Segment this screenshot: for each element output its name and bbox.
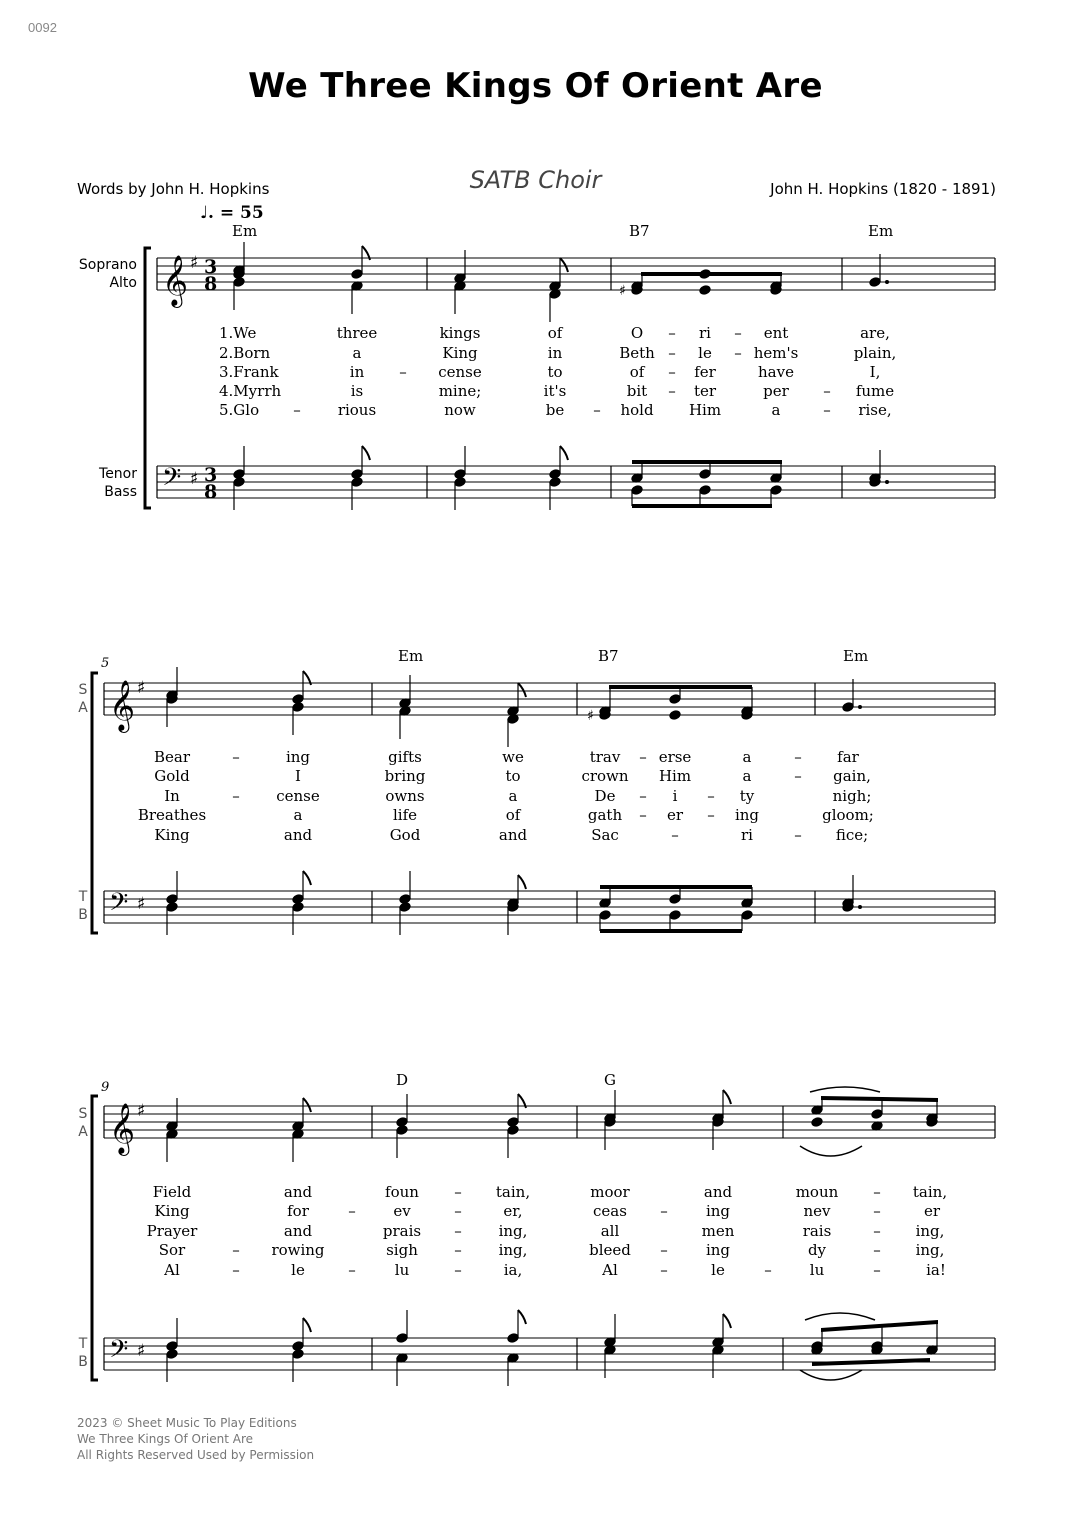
lyric-syllable: King [442, 344, 478, 362]
note-head [599, 910, 611, 921]
lyric-syllable: prais [382, 1222, 422, 1240]
part-label-b: B [78, 1354, 88, 1370]
note-head [292, 1349, 304, 1360]
lyric-syllable: far [837, 748, 859, 766]
lyric-hyphen: – [668, 382, 676, 400]
note-flag [723, 1314, 731, 1328]
lyrics-block [138, 748, 874, 844]
lyric-line-verse-3 [219, 363, 880, 381]
lyric-hyphen: – [823, 382, 831, 400]
lyric-syllable: bring [384, 767, 426, 785]
lyric-hyphen: – [232, 1241, 240, 1259]
lyric-line-verse-4 [219, 382, 894, 400]
lyric-syllable: Him [658, 767, 692, 785]
footer-title: We Three Kings Of Orient Are [77, 1432, 254, 1446]
lyric-hyphen: – [660, 1261, 668, 1279]
part-label-tenor: Tenor [99, 466, 137, 482]
note-beam [632, 460, 782, 464]
lyric-syllable: and [703, 1183, 733, 1201]
chord-symbol: Em [398, 647, 424, 665]
lyric-syllable: De [594, 787, 616, 805]
lyric-syllable: be [545, 401, 565, 419]
lyric-syllable: le [711, 1261, 725, 1279]
lyric-syllable: moun [795, 1183, 839, 1201]
slur [800, 1370, 862, 1380]
lyric-syllable: cense [276, 787, 320, 805]
lyric-syllable: of [629, 363, 645, 381]
lyric-hyphen: – [293, 401, 301, 419]
lyric-hyphen: – [873, 1261, 881, 1279]
treble-staff [104, 667, 995, 747]
lyric-syllable: O [630, 324, 644, 342]
time-signature-numerator: 3 [204, 256, 218, 278]
lyric-syllable: In [164, 787, 180, 805]
lyric-syllable: 1.We [219, 324, 257, 342]
lyric-syllable: Beth [619, 344, 655, 362]
lyric-syllable: to [547, 363, 563, 381]
lyric-hyphen: – [794, 767, 802, 785]
lyric-syllable: plain, [853, 344, 897, 362]
lyric-hyphen: – [734, 344, 742, 362]
lyric-line-verse-3 [147, 1222, 945, 1240]
note-head [166, 902, 178, 913]
lyric-syllable: hem's [753, 344, 799, 362]
lyric-line-verse-1 [219, 324, 890, 342]
note-flag [560, 258, 568, 272]
note-head [699, 285, 711, 296]
lyric-syllable: ent [763, 324, 789, 342]
note-head [669, 710, 681, 721]
lyric-hyphen: – [232, 787, 240, 805]
lyric-syllable: men [701, 1222, 735, 1240]
lyric-syllable: ing [705, 1241, 731, 1259]
lyric-hyphen: – [873, 1241, 881, 1259]
lyric-syllable: owns [385, 787, 425, 805]
note-flag [518, 875, 526, 889]
lyric-syllable: Him [688, 401, 722, 419]
lyric-syllable: of [505, 806, 521, 824]
bass-staff [104, 1310, 995, 1386]
part-label-t: T [78, 889, 88, 905]
lyric-syllable: fice; [835, 826, 869, 844]
system-1 [79, 222, 995, 510]
lyric-syllable: le [291, 1261, 305, 1279]
lyric-line-verse-1 [154, 748, 860, 766]
lyric-hyphen: – [764, 1261, 772, 1279]
lyric-hyphen: – [639, 748, 647, 766]
lyric-syllable: Sor [158, 1241, 186, 1259]
bass-clef-icon: 𝄢 [162, 463, 182, 498]
lyric-syllable: for [287, 1202, 309, 1220]
augmentation-dot [885, 280, 889, 284]
chord-symbol: Em [868, 222, 894, 240]
lyric-syllable: rise, [858, 401, 892, 419]
lyric-syllable: er [923, 1202, 941, 1220]
lyric-syllable: ter [693, 382, 717, 400]
note-beam [600, 929, 742, 933]
note-flag [723, 1090, 731, 1104]
augmentation-dot [885, 480, 889, 484]
lyric-syllable: 2.Born [219, 344, 271, 362]
lyric-syllable: Prayer [146, 1222, 198, 1240]
treble-clef-icon: 𝄞 [109, 680, 136, 731]
lyric-hyphen: – [454, 1261, 462, 1279]
lyric-syllable: nigh; [832, 787, 872, 805]
lyric-syllable: is [350, 382, 364, 400]
note-head [699, 485, 711, 496]
slur [800, 1146, 862, 1156]
lyric-line-verse-5 [154, 826, 868, 844]
lyric-syllable: Bear [153, 748, 191, 766]
note-head [351, 269, 363, 280]
part-label-alto: Alto [109, 275, 137, 291]
lyric-syllable: ing, [498, 1241, 528, 1259]
lyric-line-verse-2 [154, 767, 871, 785]
lyric-syllable: er, [503, 1202, 523, 1220]
note-head [351, 477, 363, 488]
tempo-marking: ♩. = 55 [200, 203, 264, 223]
part-label-a: A [78, 1124, 88, 1140]
lyric-syllable: cense [438, 363, 482, 381]
lyrics-block [219, 324, 896, 419]
lyric-syllable: a [293, 806, 303, 824]
lyric-syllable: 5.Glo [219, 401, 260, 419]
lyric-syllable: Al [164, 1261, 180, 1279]
lyric-hyphen: – [348, 1261, 356, 1279]
lyricist-credit: Words by John H. Hopkins [77, 180, 270, 198]
lyric-syllable: kings [439, 324, 481, 342]
lyric-syllable: rious [337, 401, 377, 419]
lyric-hyphen: – [873, 1183, 881, 1201]
lyric-line-verse-5 [219, 401, 892, 419]
part-label-s: S [78, 1106, 88, 1122]
lyric-line-verse-1 [153, 1183, 947, 1201]
chord-symbol: Em [232, 222, 258, 240]
lyric-syllable: ceas [593, 1202, 627, 1220]
lyric-line-verse-5 [163, 1261, 946, 1279]
note-head [454, 477, 466, 488]
lyric-syllable: Field [152, 1183, 192, 1201]
lyric-syllable: ing [734, 806, 760, 824]
lyric-syllable: 3.Frank [219, 363, 279, 381]
lyric-syllable: and [283, 826, 313, 844]
lyric-syllable: and [498, 826, 528, 844]
lyric-hyphen: – [734, 324, 742, 342]
lyric-hyphen: – [794, 826, 802, 844]
note-head [292, 702, 304, 713]
note-head [396, 1333, 408, 1344]
lyric-syllable: life [392, 806, 418, 824]
lyric-syllable: trav [589, 748, 621, 766]
lyric-syllable: a [508, 787, 518, 805]
lyric-syllable: per [763, 382, 789, 400]
note-head [869, 277, 881, 288]
treble-clef-icon: 𝄞 [109, 1103, 136, 1154]
lyric-syllable: gath [587, 806, 623, 824]
lyric-hyphen: – [668, 324, 676, 342]
page-title: We Three Kings Of Orient Are [248, 66, 823, 106]
lyric-syllable: now [444, 401, 476, 419]
lyric-hyphen: – [660, 1241, 668, 1259]
lyric-syllable: to [505, 767, 521, 785]
system-3 [78, 1071, 995, 1386]
note-head [233, 277, 245, 288]
subtitle: SATB Choir [469, 166, 602, 194]
lyric-syllable: and [283, 1222, 313, 1240]
lyric-hyphen: – [232, 748, 240, 766]
lyric-line-verse-2 [154, 1202, 940, 1220]
lyric-syllable: King [154, 826, 190, 844]
lyric-line-verse-3 [164, 787, 871, 805]
lyric-syllable: ri [699, 324, 711, 342]
lyric-syllable: I, [869, 363, 881, 381]
lyric-syllable: dy [807, 1241, 827, 1259]
lyric-hyphen: – [668, 344, 676, 362]
part-label-b: B [78, 907, 88, 923]
lyric-syllable: all [600, 1222, 620, 1240]
lyric-syllable: it's [543, 382, 567, 400]
lyric-syllable: bit [626, 382, 648, 400]
lyric-hyphen: – [639, 806, 647, 824]
note-head [396, 1125, 408, 1136]
treble-clef-icon: 𝄞 [162, 255, 189, 306]
lyric-syllable: ri [741, 826, 753, 844]
lyric-syllable: foun [385, 1183, 419, 1201]
lyric-syllable: gloom; [822, 806, 874, 824]
augmentation-dot [858, 905, 862, 909]
system-2 [78, 647, 995, 935]
lyric-syllable: three [336, 324, 378, 342]
lyric-hyphen: – [454, 1222, 462, 1240]
note-beam [821, 1320, 938, 1332]
lyric-syllable: rais [802, 1222, 832, 1240]
lyric-syllable: mine; [438, 382, 482, 400]
treble-staff [157, 242, 995, 322]
lyric-hyphen: – [454, 1241, 462, 1259]
part-label-s: S [78, 682, 88, 698]
lyric-syllable: in [349, 363, 365, 381]
slur [805, 1313, 875, 1320]
note-head [507, 1125, 519, 1136]
note-head [770, 485, 782, 496]
note-head [871, 1109, 883, 1120]
measure-number: 5 [101, 656, 110, 671]
note-head [631, 485, 643, 496]
part-label-bass: Bass [104, 484, 137, 500]
lyric-syllable: nev [803, 1202, 831, 1220]
part-label-soprano: Soprano [78, 257, 137, 273]
lyric-syllable: fer [694, 363, 716, 381]
lyric-syllable: tain, [912, 1183, 948, 1201]
chord-symbol: G [604, 1071, 616, 1089]
lyric-syllable: lu [394, 1261, 410, 1279]
lyric-syllable: we [502, 748, 524, 766]
lyric-syllable: a [742, 767, 752, 785]
lyric-syllable: sigh [386, 1241, 418, 1259]
system-bracket [92, 673, 98, 933]
part-label-a: A [78, 700, 88, 716]
lyric-syllable: bleed [589, 1241, 631, 1259]
bass-clef-icon: 𝄢 [109, 888, 129, 923]
lyric-syllable: gifts [388, 748, 422, 766]
note-head [669, 910, 681, 921]
lyric-line-verse-4 [159, 1241, 945, 1259]
lyric-hyphen: – [668, 363, 676, 381]
chord-symbol: Em [843, 647, 869, 665]
lyric-syllable: le [698, 344, 712, 362]
note-head [233, 477, 245, 488]
lyric-syllable: ty [739, 787, 755, 805]
note-head [166, 1349, 178, 1360]
note-head [842, 702, 854, 713]
lyric-hyphen: – [593, 401, 601, 419]
note-beam [600, 885, 752, 889]
lyric-syllable: er [666, 806, 684, 824]
lyric-syllable: Breathes [137, 806, 207, 824]
part-label-t: T [78, 1336, 88, 1352]
bass-clef-icon: 𝄢 [109, 1335, 129, 1370]
note-beam [821, 1096, 938, 1102]
key-signature-sharp-icon: ♯ [137, 1101, 146, 1121]
lyric-hyphen: – [873, 1222, 881, 1240]
lyric-syllable: ev [393, 1202, 411, 1220]
note-flag [303, 1318, 311, 1332]
lyric-syllable: lu [809, 1261, 825, 1279]
lyric-hyphen: – [660, 1202, 668, 1220]
lyrics-block [147, 1183, 947, 1279]
lyric-syllable: King [154, 1202, 190, 1220]
lyric-syllable: a [771, 401, 781, 419]
time-signature-denominator: 8 [204, 481, 218, 503]
note-beam [812, 1358, 930, 1366]
lyric-hyphen: – [399, 363, 407, 381]
lyric-syllable: a [742, 748, 752, 766]
lyric-hyphen: – [639, 787, 647, 805]
chord-symbol: B7 [629, 222, 650, 240]
note-head [669, 694, 681, 705]
lyric-syllable: of [547, 324, 563, 342]
lyric-syllable: i [672, 787, 678, 805]
lyric-syllable: ia, [503, 1261, 523, 1279]
lyric-hyphen: – [348, 1202, 356, 1220]
note-flag [560, 446, 568, 460]
lyric-hyphen: – [707, 787, 715, 805]
lyric-syllable: fume [855, 382, 895, 400]
key-signature-sharp-icon: ♯ [190, 253, 199, 273]
lyric-hyphen: – [671, 826, 679, 844]
note-head [811, 1117, 823, 1128]
page-code: 0092 [28, 20, 57, 35]
lyric-hyphen: – [707, 806, 715, 824]
note-head [549, 477, 561, 488]
note-head [741, 910, 753, 921]
note-head [292, 902, 304, 913]
lyric-hyphen: – [873, 1202, 881, 1220]
lyric-syllable: Sac [591, 826, 619, 844]
note-head [669, 894, 681, 905]
system-bracket [92, 1096, 98, 1380]
lyric-syllable: have [758, 363, 794, 381]
sharp-accidental-icon: ♯ [587, 708, 594, 724]
slur [810, 1087, 880, 1092]
key-signature-sharp-icon: ♯ [137, 894, 146, 914]
lyric-syllable: I [295, 767, 301, 785]
lyric-syllable: ing, [498, 1222, 528, 1240]
treble-staff [104, 1087, 995, 1162]
key-signature-sharp-icon: ♯ [190, 469, 199, 489]
footer-copyright: 2023 © Sheet Music To Play Editions [77, 1416, 297, 1430]
note-beam [609, 685, 752, 689]
lyric-syllable: gain, [833, 767, 871, 785]
lyric-hyphen: – [454, 1183, 462, 1201]
lyric-line-verse-2 [219, 344, 896, 362]
lyric-syllable: God [389, 826, 421, 844]
lyric-syllable: moor [590, 1183, 630, 1201]
bass-staff [104, 871, 995, 935]
key-signature-sharp-icon: ♯ [137, 1341, 146, 1361]
lyric-syllable: crown [581, 767, 629, 785]
lyric-syllable: Al [602, 1261, 618, 1279]
note-flag [303, 871, 311, 885]
lyric-syllable: ing [285, 748, 311, 766]
lyric-hyphen: – [823, 401, 831, 419]
time-signature-numerator: 3 [204, 464, 218, 486]
note-head [399, 902, 411, 913]
system-bracket [145, 248, 151, 508]
note-flag [362, 446, 370, 460]
lyric-syllable: ing [705, 1202, 731, 1220]
augmentation-dot [858, 705, 862, 709]
measure-number: 9 [101, 1080, 110, 1095]
lyric-hyphen: – [794, 748, 802, 766]
composer-credit: John H. Hopkins (1820 - 1891) [770, 180, 996, 198]
bass-staff [157, 446, 995, 510]
note-head [699, 469, 711, 480]
lyric-syllable: hold [620, 401, 654, 419]
time-signature-denominator: 8 [204, 273, 218, 295]
chord-symbol: B7 [598, 647, 619, 665]
note-flag [518, 1310, 526, 1324]
lyric-syllable: ia! [926, 1261, 946, 1279]
note-head [507, 1333, 519, 1344]
lyric-syllable: ing, [915, 1241, 945, 1259]
note-flag [303, 1098, 311, 1112]
chord-symbol: D [396, 1071, 409, 1089]
lyric-line-verse-4 [138, 806, 874, 824]
footer-rights: All Rights Reserved Used by Permission [77, 1448, 315, 1462]
note-beam [641, 272, 782, 276]
note-beam [632, 504, 772, 508]
lyric-syllable: tain, [495, 1183, 531, 1201]
lyric-syllable: and [283, 1183, 313, 1201]
lyric-syllable: in [547, 344, 563, 362]
note-flag [518, 683, 526, 697]
lyric-syllable: rowing [271, 1241, 325, 1259]
lyric-hyphen: – [232, 1261, 240, 1279]
lyric-syllable: 4.Myrrh [219, 382, 282, 400]
lyric-syllable: erse [658, 748, 692, 766]
lyric-hyphen: – [454, 1202, 462, 1220]
lyric-syllable: are, [860, 324, 890, 342]
key-signature-sharp-icon: ♯ [137, 678, 146, 698]
lyric-syllable: ing, [915, 1222, 945, 1240]
lyric-syllable: Gold [154, 767, 190, 785]
sharp-accidental-icon: ♯ [619, 283, 626, 299]
lyric-syllable: a [352, 344, 362, 362]
